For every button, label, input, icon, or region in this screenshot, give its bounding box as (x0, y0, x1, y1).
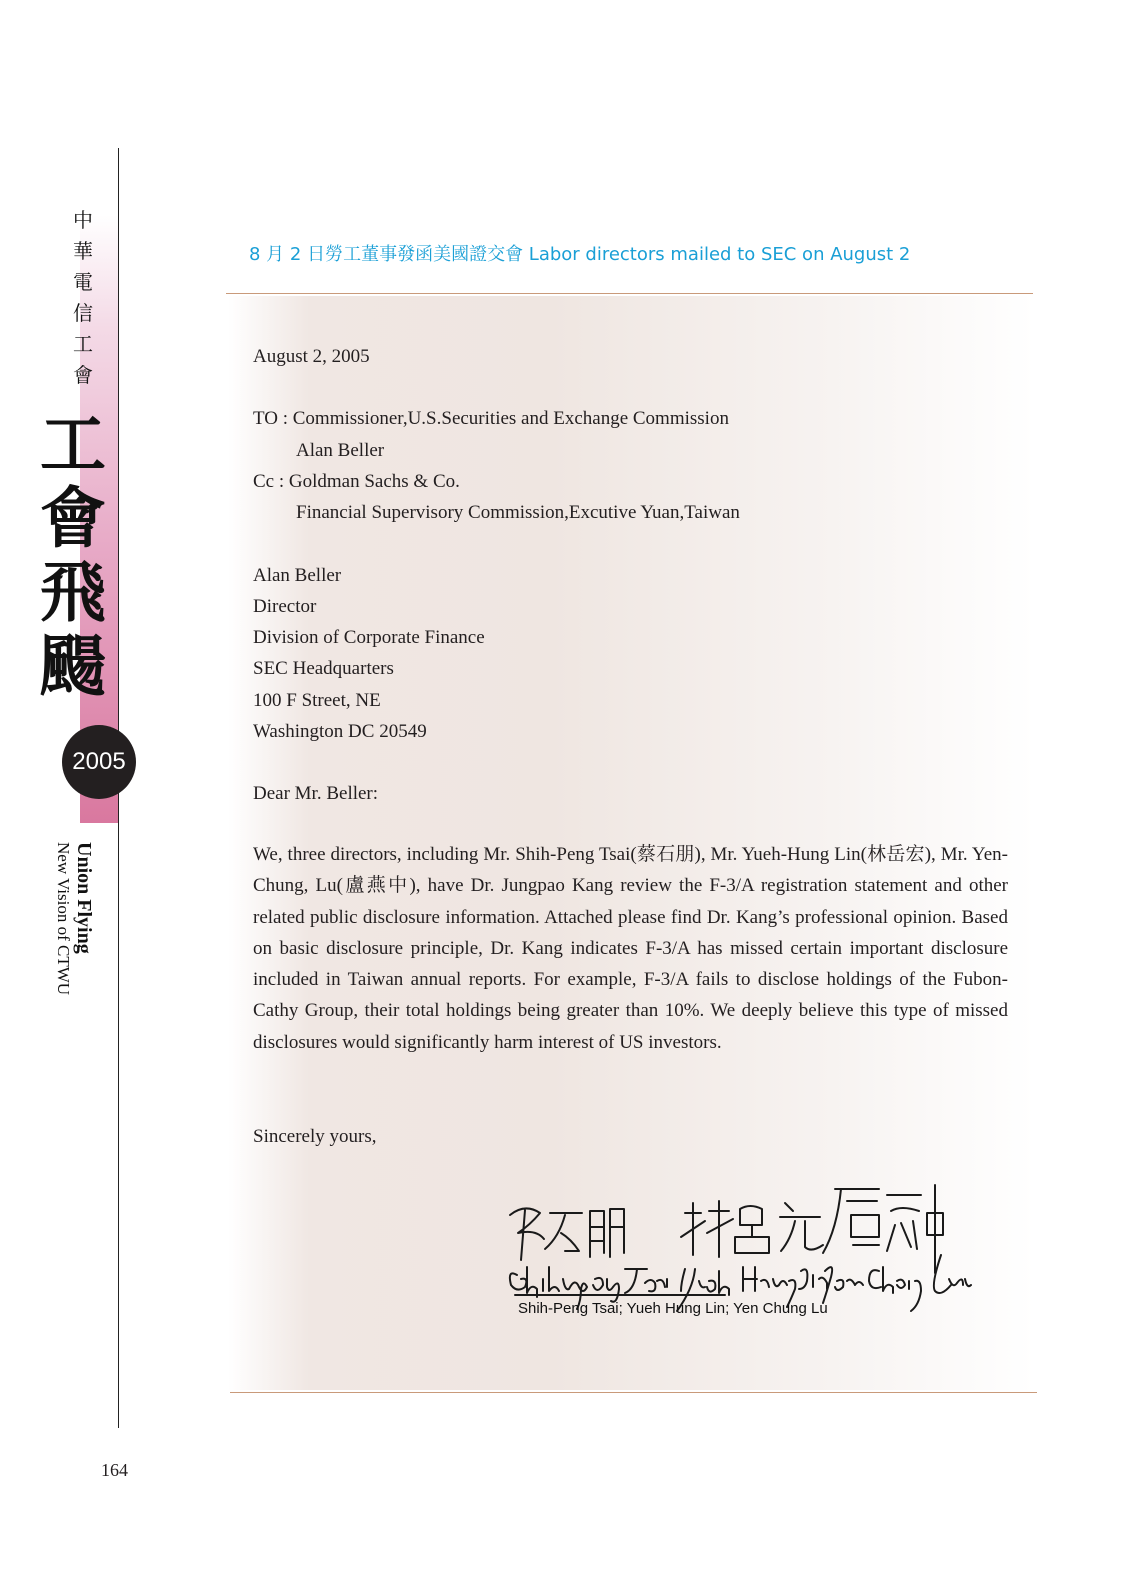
publication-subtitle-english: New Vision of CTWU (54, 842, 73, 996)
address-line: Alan Beller (253, 565, 342, 586)
top-rule (226, 293, 1033, 294)
letter-body: We, three directors, including Mr. Shih-Peng Tsai(蔡石朋), Mr. Yueh-Hung Lin(林岳宏), Mr. Yen-Chung, Lu(盧燕中), have Dr. Jungpao Kang review the F-3/A registration statement and other related public disclosure information. Attached please find Dr. Kang’s professional opinion. Based on basic disclosure principle, Dr. Kang indicates F-3/A has missed certain important disclosure included in Taiwan annual reports. For example, F-3/A fails to disclose holdings of the Fubon-Cathy Group, their total holdings being greater than 10%. We deeply believe this type of missed disclosures would significantly harm interest of US investors. (253, 844, 1008, 1053)
address-line: SEC Headquarters (253, 658, 394, 679)
address-line: Director (253, 596, 317, 617)
letter-date: August 2, 2005 (253, 346, 370, 367)
recipient-name: Alan Beller (296, 440, 385, 461)
salutation: Dear Mr. Beller: (253, 783, 379, 804)
year-badge: 2005 (62, 725, 136, 799)
address-line: Washington DC 20549 (253, 721, 427, 742)
closing: Sincerely yours, (253, 1126, 377, 1147)
cc-line: Cc : Goldman Sachs & Co. (253, 471, 460, 492)
publication-title-chinese: 工會飛颺 (40, 406, 106, 705)
address-line: 100 F Street, NE (253, 690, 381, 711)
bottom-rule (230, 1392, 1037, 1393)
page-number: 164 (101, 1460, 128, 1480)
union-name-chinese: 中華電信工會 (73, 208, 93, 387)
signature-printed-names: Shih-Peng Tsai; Yueh Hung Lin; Yen Chung Lu (518, 1300, 828, 1317)
cc-line-2: Financial Supervisory Commission,Excutive Yuan,Taiwan (296, 502, 740, 523)
recipient-line: TO : Commissioner,U.S.Securities and Exchange Commission (253, 408, 729, 429)
publication-title-english: Union Flying (73, 842, 95, 954)
address-line: Division of Corporate Finance (253, 627, 485, 648)
page-heading: 8 月 2 日勞工董事發函美國證交會 Labor directors mailed to SEC on August 2 (249, 244, 911, 265)
